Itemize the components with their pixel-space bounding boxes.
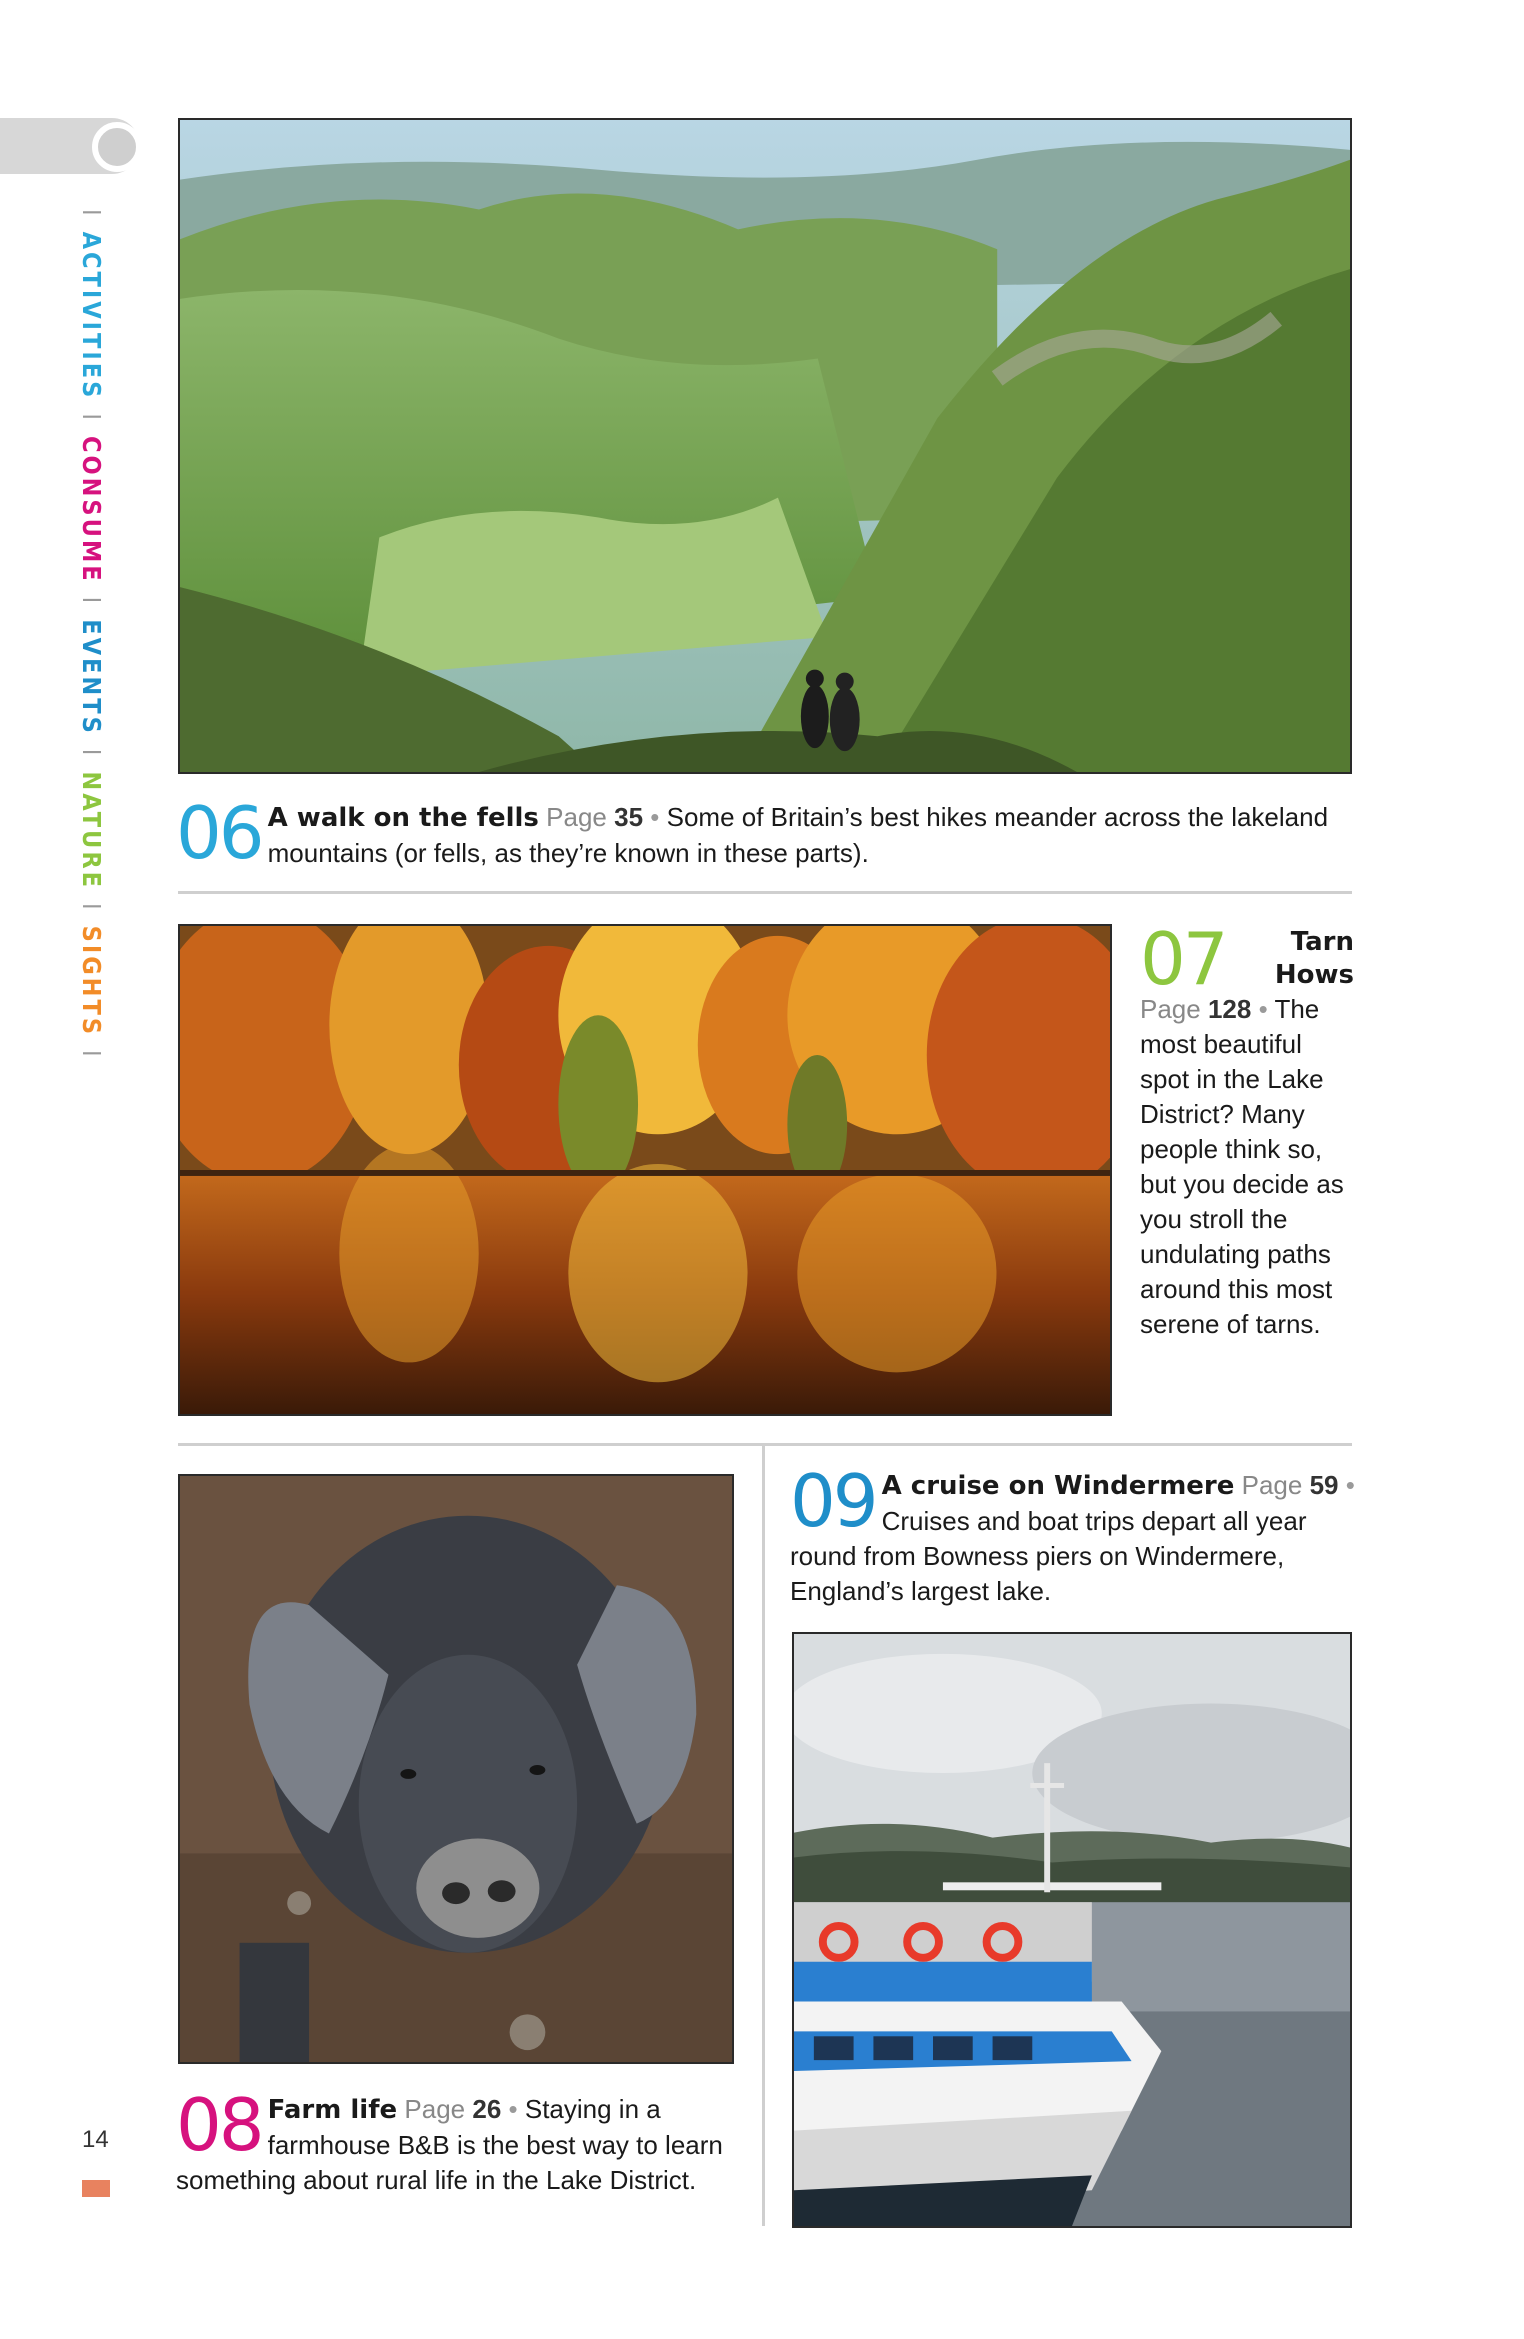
feature-title[interactable]: Tarn (1290, 927, 1354, 957)
feature-06: 06 A walk on the fells Page 35 • Some of Britain’s best hikes meander across the lakeland mountains (or fells, as they’re known in these parts). (176, 791, 1329, 875)
feature-number: 06 (176, 791, 262, 875)
feature-08: 08 Farm life Page 26 • Staying in a farmhouse B&B is the best way to learn something about rural life in the Lake District. (176, 2083, 723, 2195)
circle-icon (92, 122, 142, 172)
pig-photo (178, 1474, 734, 2064)
page-reference[interactable]: 26 (472, 2094, 502, 2124)
section-nav: IACTIVITIESICONSUMEIEVENTSINATUREISIGHTSI (77, 209, 106, 1060)
nav-item-nature[interactable]: NATURE (77, 771, 106, 891)
nav-item-activities[interactable]: ACTIVITIES (77, 231, 106, 401)
feature-number: 08 (176, 2083, 262, 2167)
windermere-boat-photo (792, 1632, 1352, 2228)
feature-description: Cruises and boat trips depart all year round from Bowness piers on Windermere, England’s largest lake. (790, 1506, 1307, 1606)
feature-description: Staying in a farmhouse B&B is the best way to learn something about rural life in the Lake District. (176, 2094, 723, 2195)
feature-number: 09 (790, 1459, 876, 1543)
page-number: 14 (82, 2126, 109, 2153)
feature-09: 09 A cruise on Windermere Page 59 • Cruises and boat trips depart all year round from Bowness piers on Windermere, England’s largest lake. (790, 1459, 1355, 1606)
column-divider (762, 1446, 765, 2226)
page-reference[interactable]: 35 (614, 802, 644, 832)
page-marker (82, 2180, 110, 2197)
nav-item-events[interactable]: EVENTS (77, 619, 106, 736)
feature-title-line2[interactable]: Hows (1274, 960, 1354, 990)
divider (178, 1443, 1352, 1446)
feature-title[interactable]: A walk on the fells (267, 803, 539, 833)
feature-title[interactable]: A cruise on Windermere (881, 1471, 1235, 1501)
feature-title[interactable]: Farm life (267, 2095, 398, 2125)
tarn-hows-photo (178, 924, 1112, 1416)
page-reference[interactable]: 128 (1207, 994, 1252, 1024)
nav-item-consume[interactable]: CONSUME (77, 435, 106, 584)
page-reference[interactable]: 59 (1309, 1470, 1339, 1500)
feature-description: Some of Britain’s best hikes meander across the lakeland mountains (or fells, as they’re known in these parts). (267, 802, 1329, 868)
nav-item-sights[interactable]: SIGHTS (77, 925, 106, 1038)
divider (178, 891, 1352, 894)
feature-07: 07 Tarn Hows Page 128 • The most beautiful spot in the Lake District? Many people think so, but you decide as you stroll the undulating paths around this most serene of tarns. (1140, 926, 1354, 1339)
feature-number: 07 (1140, 926, 1226, 992)
fells-photo (178, 118, 1352, 774)
feature-description: The most beautiful spot in the Lake District? Many people think so, but you decide as you stroll the undulating paths around this most serene of tarns. (1140, 994, 1344, 1339)
